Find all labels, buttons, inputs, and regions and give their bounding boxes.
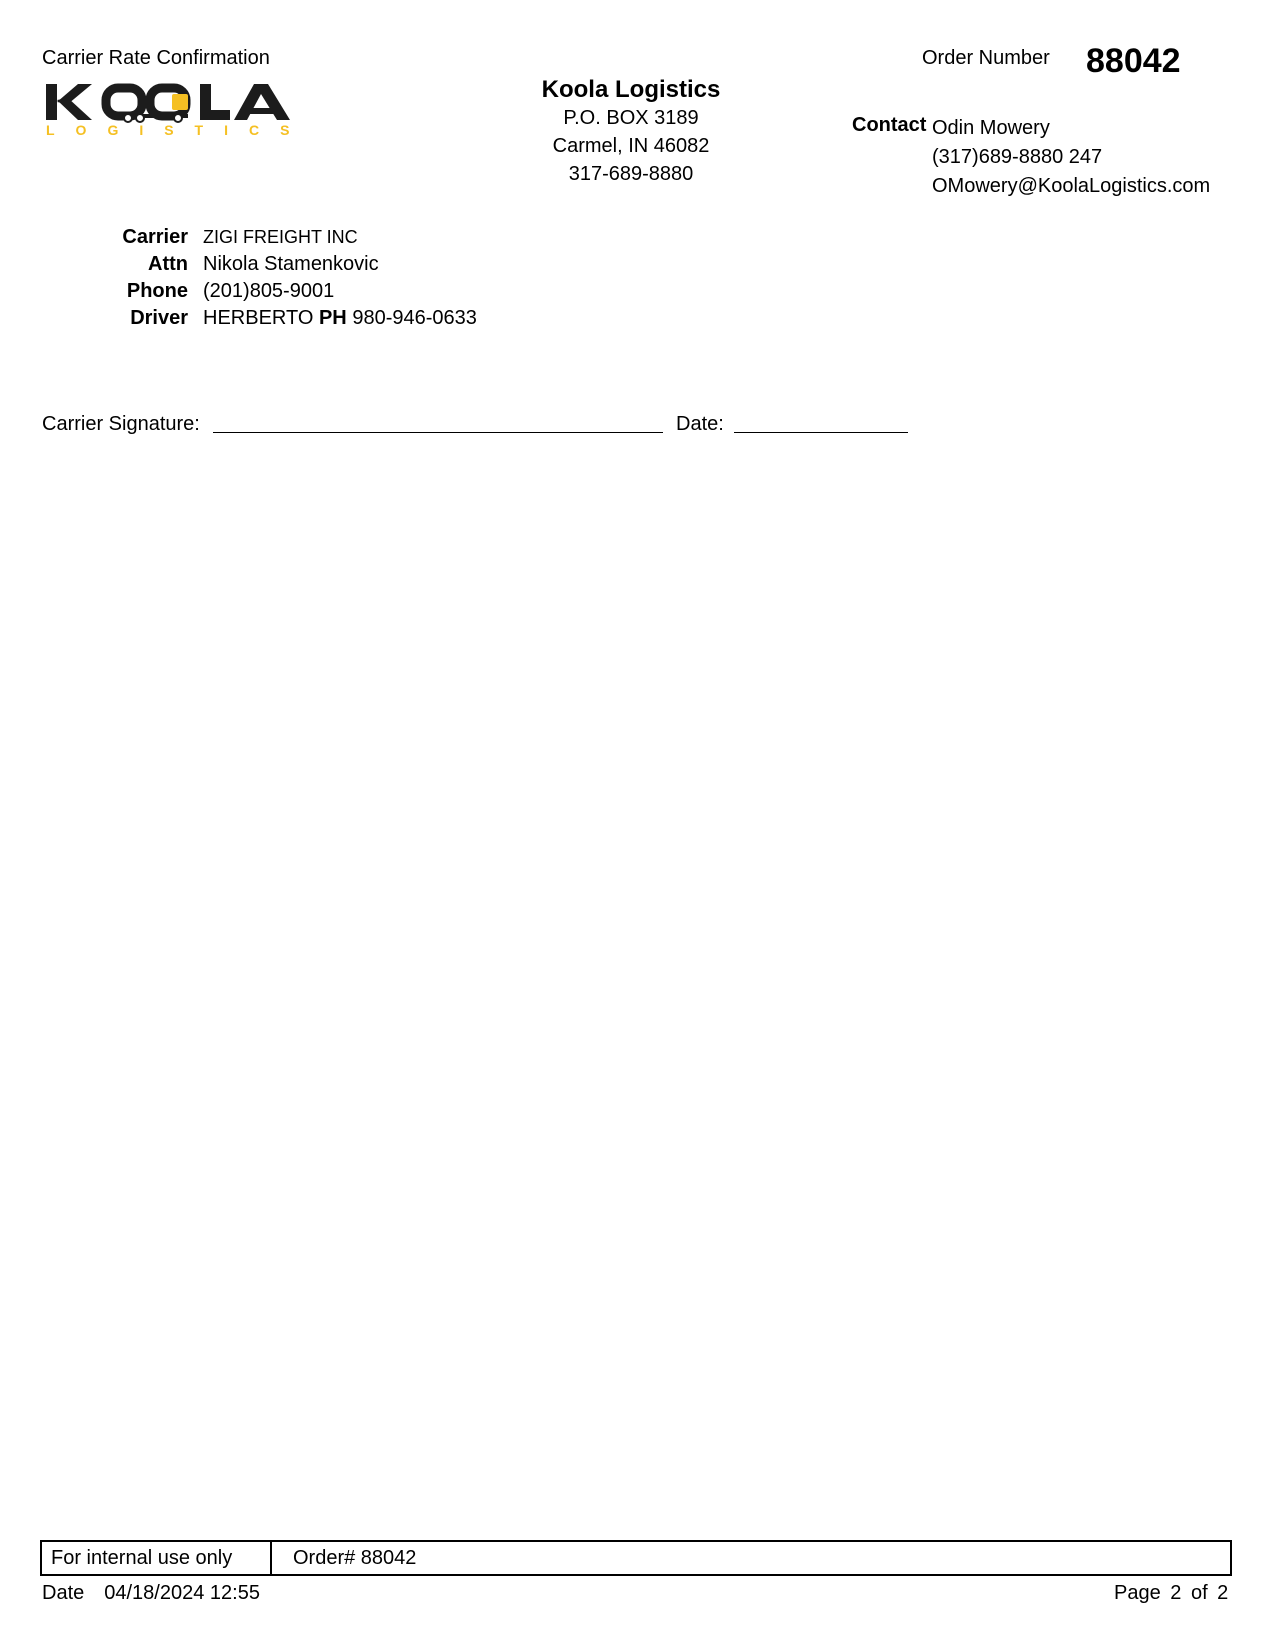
driver-ph-label: PH (318, 307, 347, 329)
phone-value: (201)805-9001 (203, 280, 335, 302)
signature-date-label: Date: (676, 413, 724, 435)
internal-use-label: For internal use only (42, 1542, 272, 1574)
company-address-line2: Carmel, IN 46082 (552, 135, 710, 157)
company-block (500, 76, 762, 188)
phone-row (60, 278, 477, 305)
footer-box (40, 1540, 1232, 1576)
page-indicator: Page 2 of 2 (1114, 1582, 1229, 1604)
attn-row (60, 251, 477, 278)
document-title: Carrier Rate Confirmation (42, 47, 270, 69)
carrier-label: Carrier (122, 226, 188, 248)
carrier-info (60, 224, 477, 332)
order-number-label: Order Number (922, 47, 1050, 69)
company-name: Koola Logistics (541, 76, 721, 103)
carrier-value: ZIGI FREIGHT INC (203, 227, 358, 247)
company-phone: 317-689-8880 (568, 163, 694, 185)
footer-date-value: 04/18/2024 12:55 (104, 1582, 260, 1604)
phone-label: Phone (126, 280, 188, 302)
driver-label: Driver (130, 307, 188, 329)
order-number: 88042 (1086, 42, 1181, 80)
attn-label: Attn (148, 253, 188, 275)
signature-date-line[interactable] (734, 432, 908, 433)
driver-phone: 980-946-0633 (352, 307, 477, 329)
contact-email: OMowery@KoolaLogistics.com (932, 175, 1211, 197)
contact-block (932, 114, 1210, 201)
contact-name: Odin Mowery (932, 117, 1050, 139)
attn-value: Nikola Stamenkovic (203, 253, 379, 275)
driver-name: HERBERTO (203, 307, 314, 329)
driver-row (60, 305, 477, 332)
carrier-row (60, 224, 477, 251)
koola-logistics-logo (44, 80, 314, 142)
carrier-signature-label: Carrier Signature: (42, 413, 200, 435)
contact-label: Contact (852, 114, 927, 136)
company-address-line1: P.O. BOX 3189 (563, 107, 699, 129)
logo-subtext: LOGISTICS (46, 122, 311, 138)
contact-phone: (317)689-8880 247 (932, 146, 1103, 168)
driver-value (203, 307, 477, 330)
footer-order-ref: Order# 88042 (293, 1546, 417, 1569)
footer-date-label: Date (42, 1582, 85, 1604)
footer-date (42, 1582, 260, 1605)
carrier-signature-line[interactable] (213, 432, 663, 433)
